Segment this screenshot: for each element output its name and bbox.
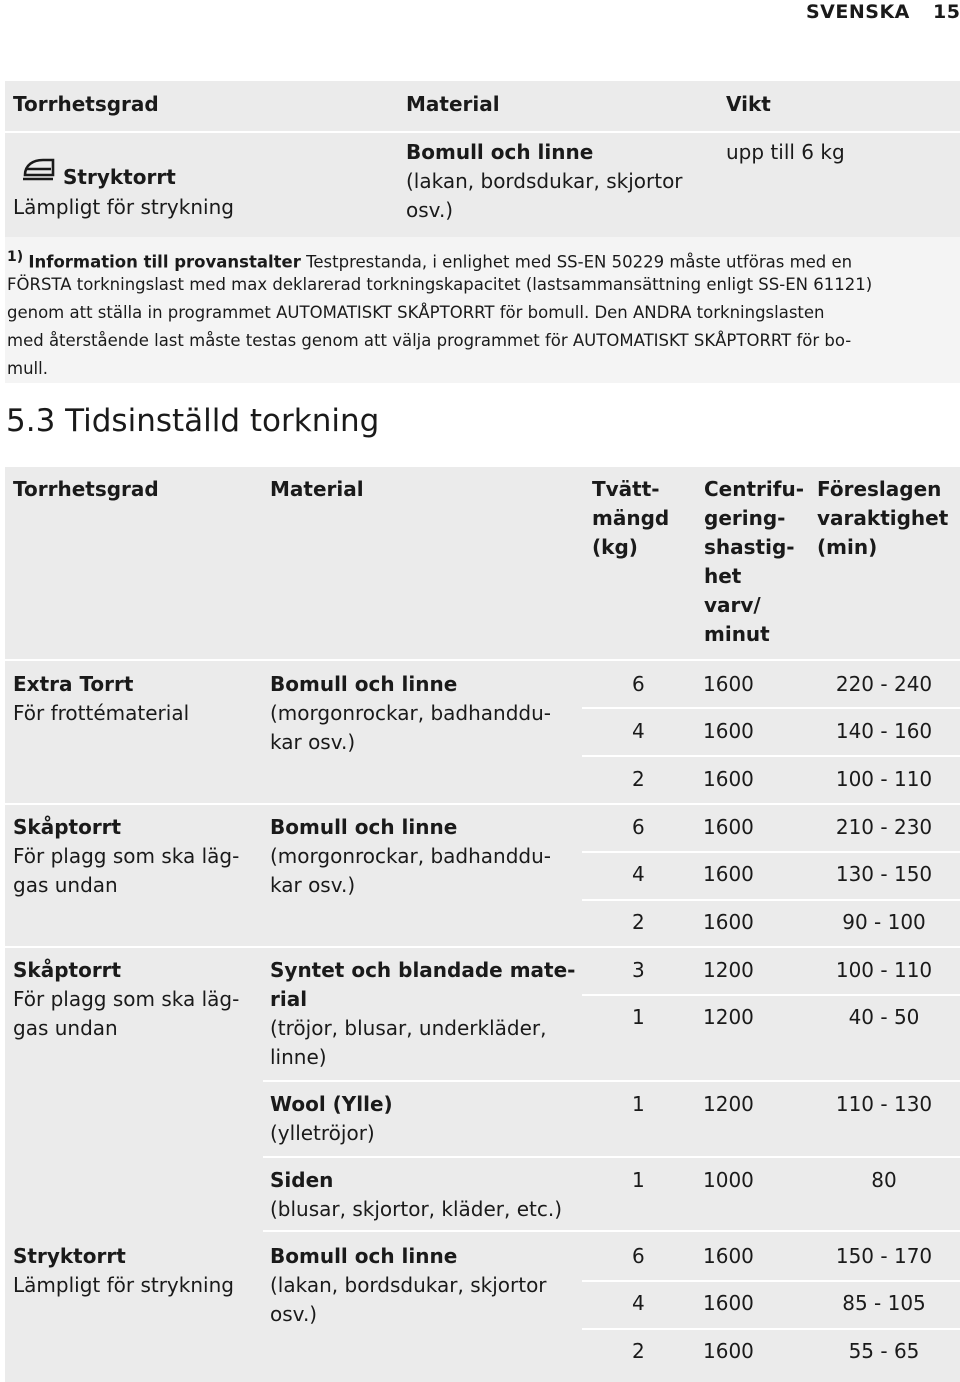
header-duration-line: varaktighet (817, 506, 949, 530)
table1-material: Bomull och linne (406, 140, 594, 164)
row-divider (582, 899, 960, 901)
material-desc-line: (morgonrockar, badhanddu- (270, 844, 551, 868)
row-spin: 1600 (703, 815, 754, 839)
group-material: Siden (270, 1168, 334, 1192)
table1-header-material: Material (406, 92, 500, 116)
row-time: 150 - 170 (835, 1244, 933, 1268)
row-time: 85 - 105 (842, 1291, 926, 1315)
group-material: Bomull och linne (270, 672, 458, 696)
group-level-desc: För frottématerial (13, 701, 190, 725)
row-time: 140 - 160 (835, 719, 933, 743)
table1-weight: upp till 6 kg (726, 140, 845, 164)
row-load: 4 (632, 862, 645, 886)
table1 (5, 81, 960, 237)
group-level-desc (13, 985, 239, 1043)
row-divider (582, 1328, 960, 1330)
row-spin: 1200 (703, 1005, 754, 1029)
row-load: 6 (632, 1244, 645, 1268)
row-time: 100 - 110 (835, 958, 933, 982)
group-level: Skåptorrt (13, 958, 122, 982)
row-load: 6 (632, 672, 645, 696)
header-spin-line: gering- (704, 506, 786, 530)
row-spin: 1000 (703, 1168, 754, 1192)
header-spin-line: minut (704, 622, 770, 646)
table1-divider (5, 131, 960, 133)
table1-header-level: Torrhetsgrad (13, 92, 159, 116)
group-level-desc (13, 842, 239, 900)
footnote-text: Testprestanda, i enlighet med SS-EN 50229 måste utföras med en (306, 252, 853, 272)
header-spin-line: Centrifu- (704, 477, 804, 501)
group-material-desc (270, 1014, 546, 1072)
row-time: 80 (871, 1168, 897, 1192)
row-load: 2 (632, 1339, 645, 1363)
group-level: Skåptorrt (13, 815, 122, 839)
material-divider (263, 1080, 960, 1082)
table1-material-desc: (lakan, bordsdukar, skjortor osv.) (406, 169, 683, 222)
row-divider (582, 707, 960, 709)
group-material-desc (270, 842, 551, 900)
header-language: SVENSKA (806, 1, 910, 23)
material-name-line: Syntet och blandade mate- (270, 958, 576, 982)
header-load-line: Tvätt- (592, 477, 660, 501)
row-time: 110 - 130 (835, 1092, 933, 1116)
group-material (270, 956, 575, 1014)
header-duration-line: Föreslagen (817, 477, 942, 501)
group-material: Wool (Ylle) (270, 1092, 393, 1116)
header-spin-line: varv/ (704, 593, 761, 617)
material-desc-line: kar osv.) (270, 873, 356, 897)
header-spin-line: het (704, 564, 742, 588)
row-spin: 1600 (703, 1244, 754, 1268)
row-load: 3 (632, 958, 645, 982)
group-level-desc: Lämpligt för strykning (13, 1273, 234, 1297)
row-time: 40 - 50 (848, 1005, 920, 1029)
level-desc-line: gas undan (13, 873, 118, 897)
header-page-number: 15 (933, 1, 960, 23)
footnote-line-4: med återstående last måste testas genom att välja programmet för AUTOMATISKT SKÅPTORRT för bo- (7, 331, 852, 350)
footnote-line-3: genom att ställa in programmet AUTOMATISKT SKÅPTORRT för bomull. Den ANDRA torkningslasten (7, 303, 825, 322)
group-material-desc (270, 699, 551, 757)
row-spin: 1600 (703, 910, 754, 934)
level-desc-line: gas undan (13, 1016, 118, 1040)
row-load: 4 (632, 1291, 645, 1315)
table1-level: Stryktorrt (63, 165, 176, 189)
table1-level-desc: Lämpligt för strykning (13, 195, 234, 219)
row-spin: 1200 (703, 1092, 754, 1116)
material-desc-line: (morgonrockar, badhanddu- (270, 701, 551, 725)
group-stryktorrt (5, 1232, 960, 1382)
section-title: 5.3 Tidsinställd torkning (6, 403, 380, 439)
row-spin: 1600 (703, 1291, 754, 1315)
header-spin-line: shastig- (704, 535, 795, 559)
row-time: 210 - 230 (835, 815, 933, 839)
row-time: 220 - 240 (835, 672, 933, 696)
row-load: 4 (632, 719, 645, 743)
footnote-line-2: FÖRSTA torkningslast med max deklarerad torkningskapacitet (lastsammansättning enligt SS-EN 61121) (7, 275, 873, 294)
group-skaptorrt-cotton (5, 805, 960, 947)
group-extra-torrt (5, 661, 960, 803)
table2-header-level: Torrhetsgrad (13, 477, 159, 501)
group-level: Extra Torrt (13, 672, 134, 696)
group-material-desc: (blusar, skjortor, kläder, etc.) (270, 1197, 563, 1221)
material-desc-line: (lakan, bordsdukar, skjortor (270, 1273, 547, 1297)
row-load: 2 (632, 910, 645, 934)
row-spin: 1600 (703, 1339, 754, 1363)
footnote-marker: 1) (7, 249, 24, 265)
row-load: 1 (632, 1168, 645, 1192)
material-desc-line: kar osv.) (270, 730, 356, 754)
material-desc-line: osv.) (270, 1302, 318, 1326)
material-desc-line: linne) (270, 1045, 327, 1069)
material-desc-line: (tröjor, blusar, underkläder, (270, 1016, 547, 1040)
row-load: 1 (632, 1005, 645, 1029)
header-load-line: (kg) (592, 535, 638, 559)
group-material-desc (270, 1271, 547, 1329)
row-time: 90 - 100 (842, 910, 926, 934)
row-divider (582, 994, 960, 996)
level-desc-line: För plagg som ska läg- (13, 844, 240, 868)
row-spin: 1600 (703, 862, 754, 886)
row-divider (582, 1280, 960, 1282)
row-spin: 1600 (703, 767, 754, 791)
header-load-line: mängd (592, 506, 670, 530)
row-time: 100 - 110 (835, 767, 933, 791)
row-spin: 1200 (703, 958, 754, 982)
row-load: 2 (632, 767, 645, 791)
material-divider (263, 1156, 960, 1158)
row-divider (582, 851, 960, 853)
group-material-desc: (ylletröjor) (270, 1121, 375, 1145)
footnote (5, 237, 960, 383)
row-time: 55 - 65 (848, 1339, 920, 1363)
table2-header-load (592, 475, 669, 562)
table2-header-material: Material (270, 477, 364, 501)
group-material: Bomull och linne (270, 1244, 458, 1268)
group-material: Bomull och linne (270, 815, 458, 839)
table2-header-duration (817, 475, 948, 562)
level-desc-line: För plagg som ska läg- (13, 987, 240, 1011)
table1-header-weight: Vikt (726, 92, 771, 116)
iron-icon (17, 153, 57, 191)
footnote-line-5: mull. (7, 359, 48, 378)
material-name-line: rial (270, 987, 308, 1011)
row-spin: 1600 (703, 719, 754, 743)
group-skaptorrt-synthetic (5, 948, 960, 1230)
row-load: 6 (632, 815, 645, 839)
header-duration-line: (min) (817, 535, 878, 559)
table2 (5, 467, 960, 1382)
row-spin: 1600 (703, 672, 754, 696)
footnote-title: Information till provanstalter (28, 252, 301, 272)
row-divider (582, 755, 960, 757)
table2-header-spin (704, 475, 804, 649)
row-load: 1 (632, 1092, 645, 1116)
group-level: Stryktorrt (13, 1244, 126, 1268)
row-time: 130 - 150 (835, 862, 933, 886)
